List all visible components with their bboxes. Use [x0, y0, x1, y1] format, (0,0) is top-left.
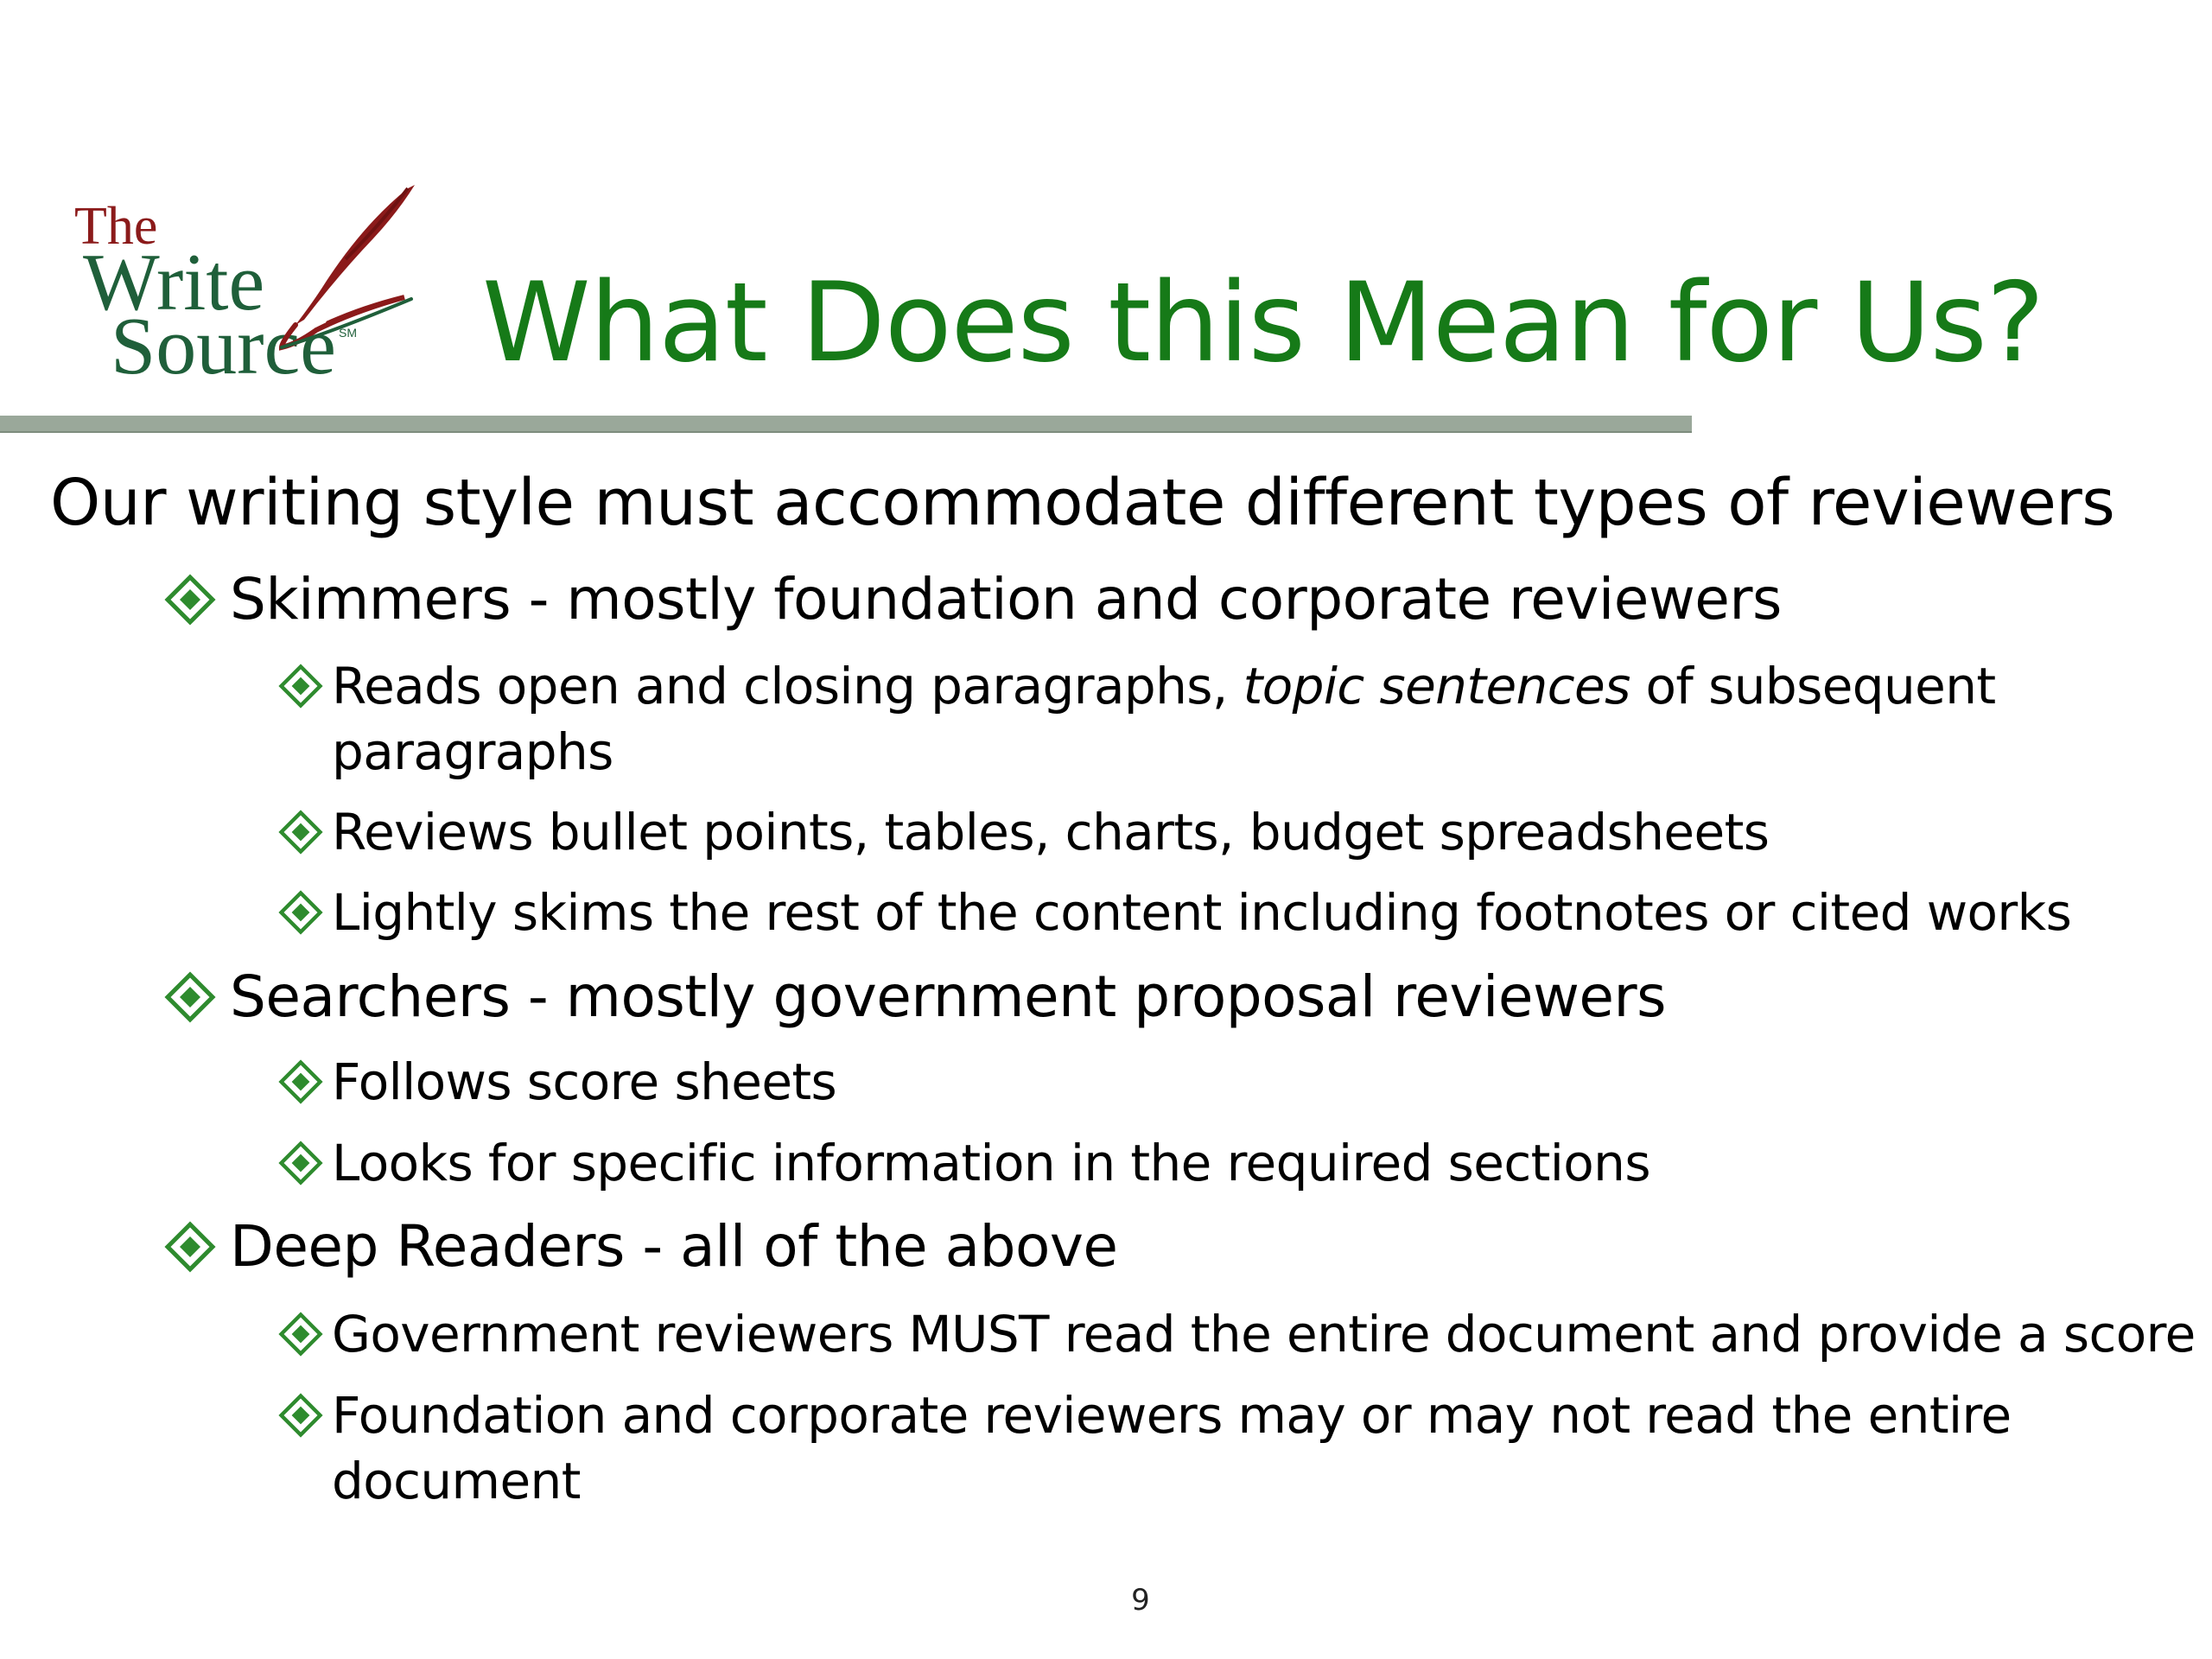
- slide-title: What Does this Mean for Us?: [482, 258, 2044, 386]
- logo-service-mark: SM: [339, 326, 357, 340]
- group-heading-searchers: [164, 963, 1666, 1032]
- list-item: [278, 1382, 2207, 1514]
- list-item: [278, 1301, 2196, 1367]
- title-divider: [0, 416, 1692, 431]
- logo-write-text: Write: [83, 238, 265, 327]
- logo-the-text: The: [74, 197, 158, 256]
- diamond-bullet-icon: [164, 574, 216, 626]
- list-item-text: Reviews bullet points, tables, charts, budget spreadsheets: [332, 803, 1770, 861]
- list-item-text: Follows score sheets: [332, 1052, 837, 1111]
- diamond-bullet-icon: [278, 810, 323, 855]
- list-item: [278, 653, 2207, 785]
- list-item: [278, 1049, 836, 1115]
- emphasized-phrase: topic sentences: [1243, 657, 1630, 715]
- diamond-bullet-icon: [278, 1141, 323, 1185]
- diamond-bullet-icon: [278, 664, 323, 709]
- page-number: 9: [1131, 1583, 1150, 1618]
- intro-line: Our writing style must accommodate different types of reviewers: [50, 466, 2115, 540]
- list-item-text: Foundation and corporate reviewers may or may not read the entire document: [332, 1386, 2012, 1510]
- group-heading-deep-readers: [164, 1212, 1118, 1281]
- diamond-bullet-icon: [278, 1312, 323, 1357]
- write-source-logo: [69, 181, 432, 397]
- group-heading-text: Skimmers - mostly foundation and corporate reviewers: [230, 566, 1782, 632]
- list-item-text: Government reviewers MUST read the entire document and provide a score: [332, 1305, 2196, 1363]
- list-item: [278, 799, 1769, 865]
- group-heading-skimmers: [164, 565, 1782, 634]
- diamond-bullet-icon: [278, 890, 323, 935]
- list-item: [278, 1130, 1650, 1196]
- list-item-text: [332, 653, 2207, 785]
- group-heading-text: Deep Readers - all of the above: [230, 1213, 1118, 1280]
- list-item-text: Lightly skims the rest of the content including footnotes or cited works: [332, 883, 2072, 942]
- diamond-bullet-icon: [164, 1221, 216, 1273]
- diamond-bullet-icon: [278, 1393, 323, 1438]
- group-heading-text: Searchers - mostly government proposal reviewers: [230, 963, 1667, 1030]
- logo-source-text: Source: [111, 302, 337, 391]
- list-item-text: Looks for specific information in the required sections: [332, 1134, 1650, 1192]
- list-item-text-part: of subsequent paragraphs: [332, 657, 1996, 781]
- diamond-bullet-icon: [278, 1059, 323, 1104]
- diamond-bullet-icon: [164, 971, 216, 1023]
- list-item: [278, 880, 2071, 945]
- list-item-text-part: Reads open and closing paragraphs,: [332, 657, 1243, 715]
